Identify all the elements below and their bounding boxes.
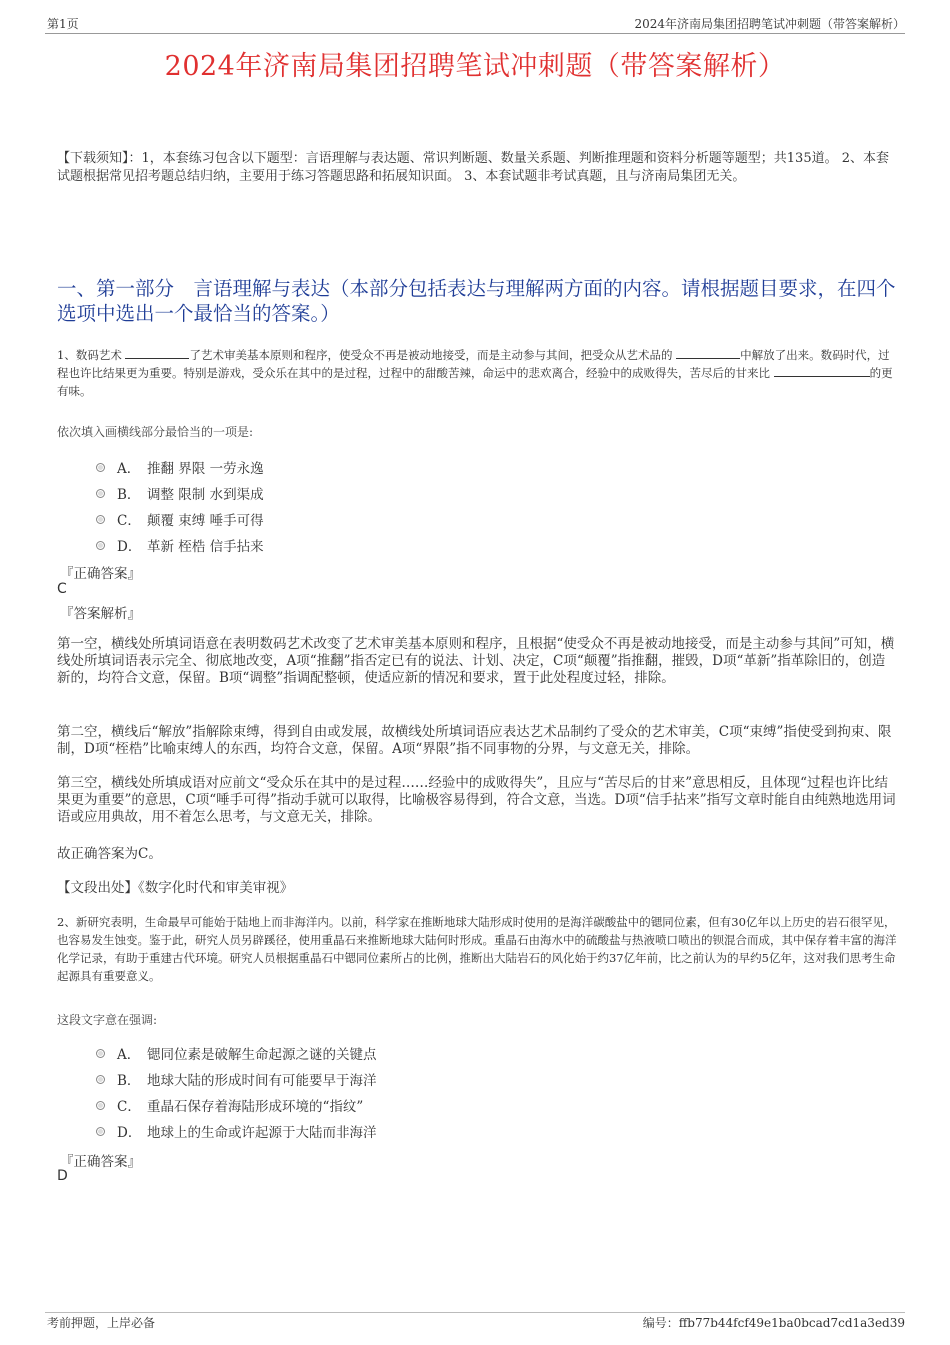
radio-icon[interactable] bbox=[96, 515, 105, 524]
radio-icon[interactable] bbox=[96, 541, 105, 550]
analysis-source: 【文段出处】《数字化时代和审美审视》 bbox=[57, 880, 294, 896]
question-2-option-d[interactable]: D． 地球上的生命或许起源于大陆而非海洋 bbox=[96, 1121, 377, 1141]
blank-2 bbox=[676, 346, 740, 359]
page-title: 2024年济南局集团招聘笔试冲刺题（带答案解析） bbox=[164, 51, 786, 82]
question-2-answer-label: 『正确答案』 bbox=[60, 1154, 141, 1170]
footer-document-id: 编号：ffb77b44fcf49e1ba0bcad7cd1a3ed39 bbox=[642, 1316, 905, 1330]
question-2-option-a[interactable]: A． 锶同位素是破解生命起源之谜的关键点 bbox=[96, 1043, 377, 1063]
header-page-number: 第1页 bbox=[47, 17, 79, 31]
header-document-title: 2024年济南局集团招聘笔试冲刺题（带答案解析） bbox=[634, 17, 905, 31]
radio-icon[interactable] bbox=[96, 1075, 105, 1084]
analysis-conclusion: 故正确答案为C。 bbox=[57, 846, 162, 862]
footer-slogan: 考前押题，上岸必备 bbox=[47, 1316, 156, 1330]
question-1-answer: C bbox=[57, 581, 67, 597]
analysis-paragraph: 第二空，横线后“解放”指解除束缚，得到自由或发展，故横线处所填词语应表达艺术品制约了受众的艺术审美，C项“束缚”指使受到拘束、限制，D项“桎梏”比喻束缚人的东西，均符合文意，保留。A项“界限”指不同事物的分界，与文意无关，排除。 bbox=[57, 724, 892, 757]
blank-1 bbox=[125, 346, 189, 359]
radio-icon[interactable] bbox=[96, 1049, 105, 1058]
question-1-answer-label: 『正确答案』 bbox=[60, 566, 141, 582]
question-1-prompt: 依次填入画横线部分最恰当的一项是: bbox=[57, 425, 254, 439]
question-1-option-c[interactable]: C． 颠覆 束缚 唾手可得 bbox=[96, 509, 264, 529]
footer-divider bbox=[45, 1312, 905, 1313]
question-2-text: 2、新研究表明，生命最早可能始于陆地上而非海洋内。以前，科学家在推断地球大陆形成时使用的是海洋碳酸盐中的锶同位素，但有30亿年以上历史的岩石很罕见，也容易发生蚀变。鉴于此，研究人员另辟蹊径，使用重晶石来推断地球大陆何时形成。重晶石由海水中的硫酸盐与热液喷口喷出的钡混合而成，其中保存着丰富的海洋化学记录，有助于重建古代环境。研究人员根据重晶石中锶同位素所占的比例，推断出大陆岩石的风化始于约37亿年前，比之前认为的早约5亿年，这对我们思考生命起源具有重要意义。 bbox=[57, 915, 897, 983]
question-2-option-c[interactable]: C． 重晶石保存着海陆形成环境的“指纹” bbox=[96, 1095, 363, 1115]
analysis-paragraph: 第三空，横线处所填成语对应前文“受众乐在其中的是过程……经验中的成败得失”，且应与“苦尽后的甘来”意思相反，且体现“过程也许比结果更为重要”的意思，C项“唾手可得”指动手就可以取得，比喻极容易得到，符合文意，当选。D项“信手拈来”指写文章时能自由纯熟地选用词语或应用典故，用不着怎么思考，与文意无关，排除。 bbox=[57, 775, 896, 825]
header-divider bbox=[45, 33, 905, 34]
question-1-option-d[interactable]: D． 革新 桎梏 信手拈来 bbox=[96, 535, 264, 555]
question-2-answer: D bbox=[57, 1168, 68, 1184]
radio-icon[interactable] bbox=[96, 489, 105, 498]
radio-icon[interactable] bbox=[96, 1127, 105, 1136]
blank-3 bbox=[774, 364, 870, 377]
download-notice: 【下载须知】：1，本套练习包含以下题型：言语理解与表达题、常识判断题、数量关系题、判断推理题和资料分析题等题型；共135道。 2、本套试题根据常见招考题总结归纳，主要用于练习答题思路和拓展知识面。 3、本套试题非考试真题，且与济南局集团无关。 bbox=[57, 151, 889, 184]
question-2-prompt: 这段文字意在强调: bbox=[57, 1013, 158, 1027]
radio-icon[interactable] bbox=[96, 1101, 105, 1110]
radio-icon[interactable] bbox=[96, 463, 105, 472]
question-1-option-b[interactable]: B． 调整 限制 水到渠成 bbox=[96, 483, 264, 503]
question-1-analysis-label: 『答案解析』 bbox=[60, 606, 141, 622]
question-2-option-b[interactable]: B． 地球大陆的形成时间有可能要早于海洋 bbox=[96, 1069, 377, 1089]
analysis-paragraph: 第一空，横线处所填词语意在表明数码艺术改变了艺术审美基本原则和程序，且根据“使受众不再是被动地接受，而是主动参与其间”可知，横线处所填词语表示完全、彻底地改变，A项“推翻”指否定已有的说法、计划、决定，C项“颠覆”指推翻，摧毁，D项“革新”指革除旧的，创造新的，均符合文意，保留。B项“调整”指调配整顿，使适应新的情况和要求，置于此处程度过轻，排除。 bbox=[57, 636, 895, 686]
section-title: 一、第一部分 言语理解与表达（本部分包括表达与理解两方面的内容。请根据题目要求，在四个选项中选出一个最恰当的答案。） bbox=[57, 277, 896, 325]
question-1-text: 1、数码艺术 了艺术审美基本原则和程序，使受众不再是被动地接受，而是主动参与其间，把受众从艺术品的 中解放了出来。数码时代，过程也许比结果更为重要。特别是游戏，受众乐在其中的是过程，过程中的甜酸苦辣，命运中的悲欢离合，经验中的成败得失，苦尽后的甘来比 的更有味。 bbox=[57, 348, 893, 398]
question-1-option-a[interactable]: A． 推翻 界限 一劳永逸 bbox=[96, 457, 264, 477]
